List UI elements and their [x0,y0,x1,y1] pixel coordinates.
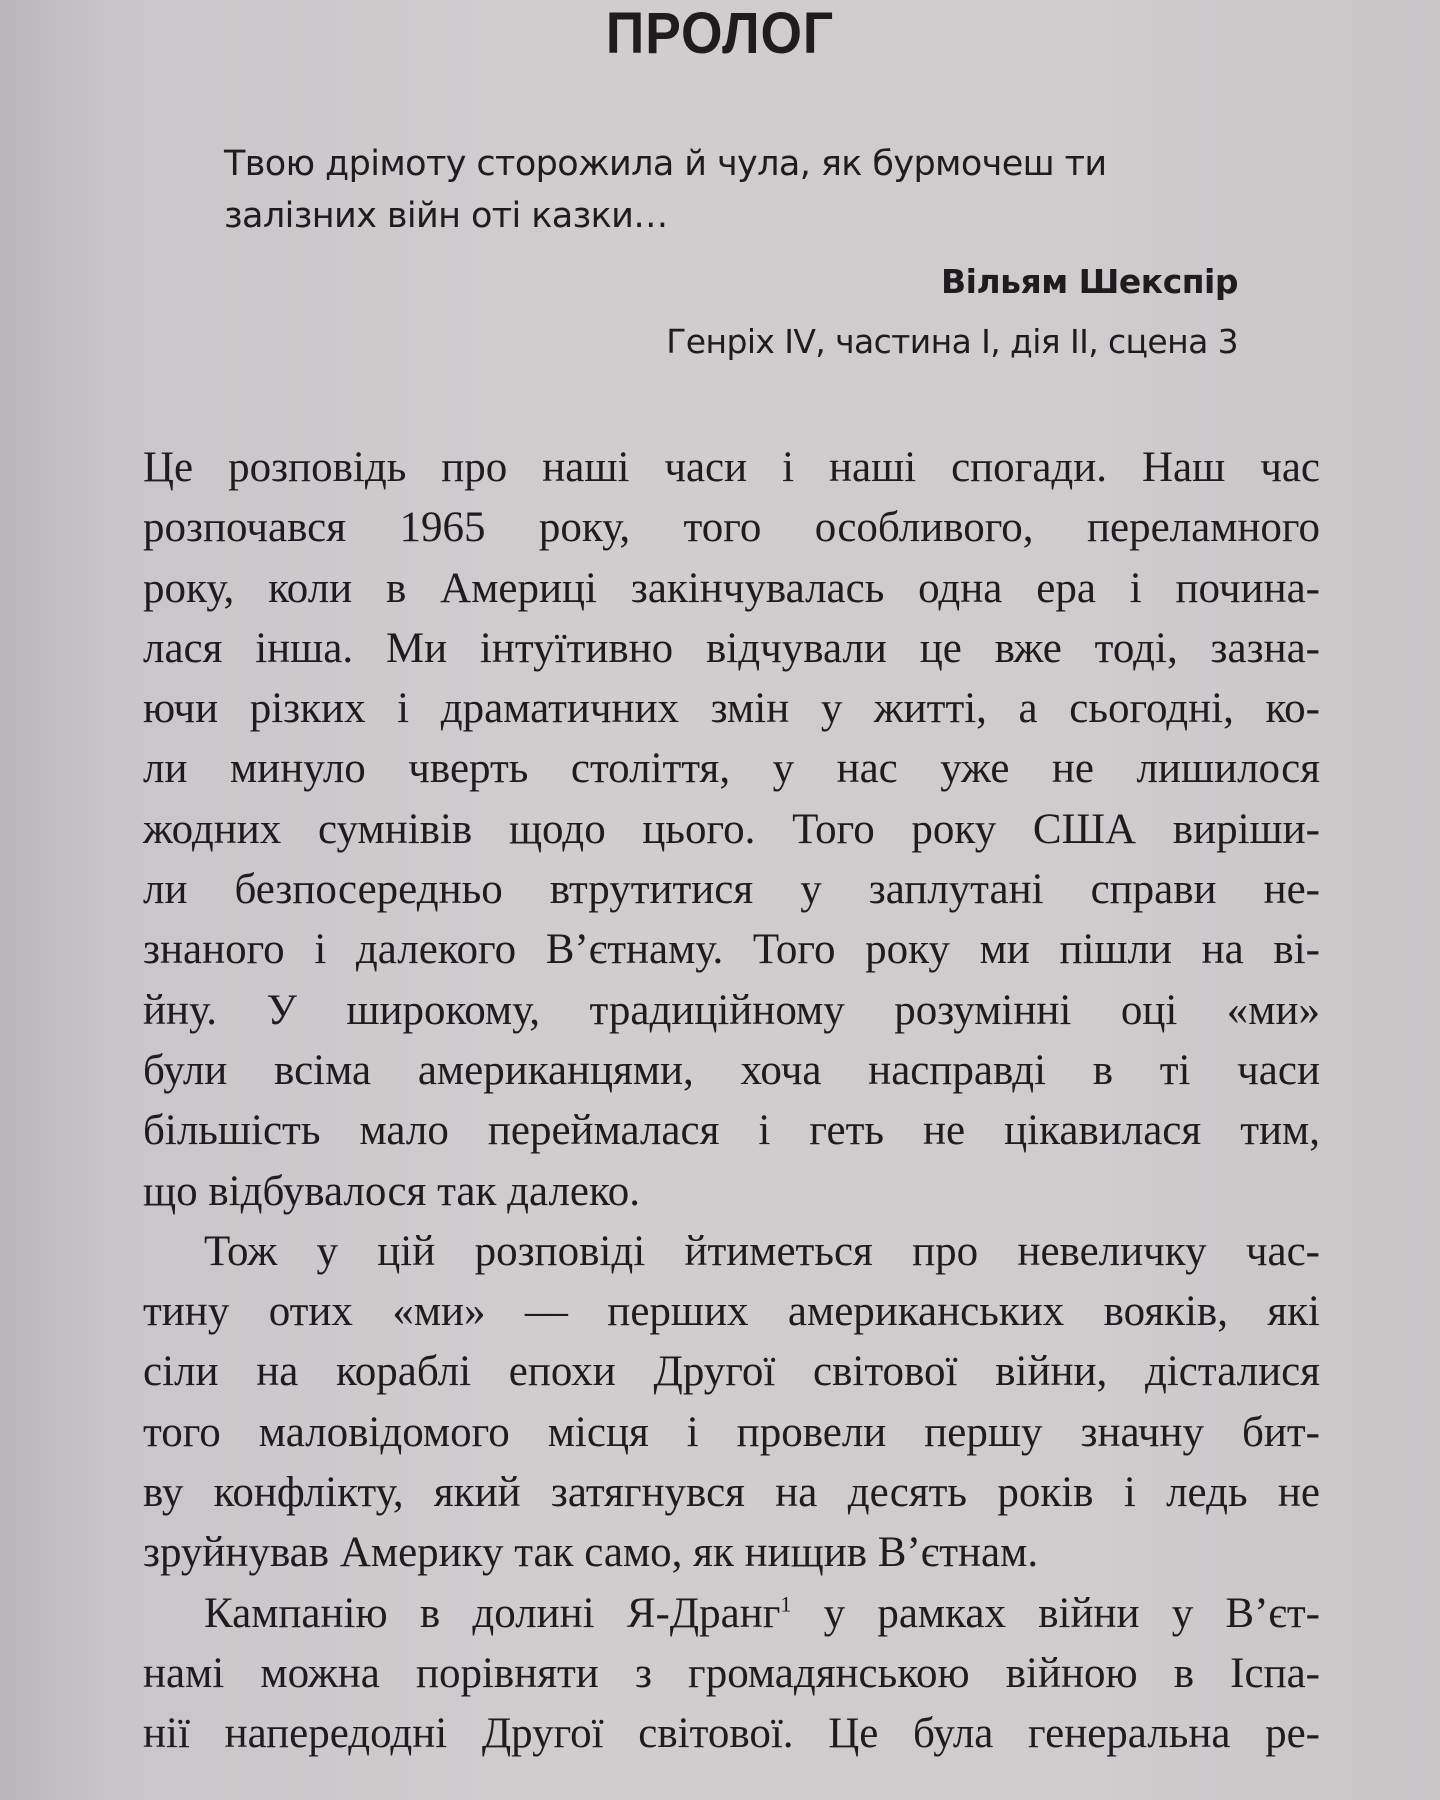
body-text [143,438,1320,1765]
text-line [143,1644,1320,1704]
text-line [143,498,1320,558]
text-line-content: Кампанію в долині Я-Дранг [204,1589,781,1637]
text-line [143,1403,1320,1463]
text-line [143,679,1320,739]
text-line [143,1101,1320,1161]
text-line [143,860,1320,920]
text-line [143,559,1320,619]
text-line-content: були всіма американцями, хоча насправді в ті часи [143,1046,1320,1094]
epigraph [224,138,1238,242]
text-line [143,800,1320,860]
text-line-content: сіли на кораблі епохи Другої світової війни, дісталися [143,1348,1320,1396]
text-line-content: зруйнував Америку так само, як нищив В’єтнам. [143,1529,1039,1577]
text-line-content: Тож у цій розповіді йтиметься про невеличку час- [204,1227,1320,1275]
text-line [143,438,1320,498]
text-line-content: йну. У широкому, традиційному розумінні оці «ми» [143,986,1320,1034]
text-line-content: що відбувалося так далеко. [143,1167,640,1215]
epigraph-line: Твою дрімоту сторожила й чула, як бурмочеш ти [224,144,1107,184]
text-line [143,1463,1320,1523]
text-line-content: ву конфлікту, який затягнувся на десять років і ледь не [143,1469,1320,1517]
text-line [143,1342,1320,1402]
text-line-content: розпочався 1965 року, того особливого, переламного [143,504,1320,552]
text-line-content: знаного і далекого В’єтнаму. Того року ми пішли на ві- [143,926,1320,974]
text-line-content: нії напередодні Другої світової. Це була генеральна ре- [143,1710,1320,1758]
text-line [143,619,1320,679]
text-line [143,1282,1320,1342]
text-line [143,1162,1320,1222]
epigraph-source: Генріх IV, частина І, дія ІІ, сцена 3 [666,322,1238,361]
text-line-content: тину отих «ми» — перших американських вояків, які [143,1288,1320,1336]
text-line-content: ли безпосередньо втрутитися у заплутані справи не- [143,866,1320,914]
text-line-content: жодних сумнівів щодо цього. Того року США виріши- [143,805,1320,853]
text-line-content: лася інша. Ми інтуїтивно відчували це вже тоді, зазна- [143,624,1320,672]
text-line-content: того маловідомого місця і провели першу значну бит- [143,1408,1320,1456]
text-line [143,1584,1320,1644]
text-line-content: більшість мало переймалася і геть не цікавилася тим, [143,1107,1320,1155]
footnote-marker: 1 [780,1591,792,1617]
text-line-content: року, коли в Америці закінчувалась одна ера і почина- [143,564,1320,612]
text-line [143,1523,1320,1583]
text-line [143,981,1320,1041]
text-line [143,739,1320,799]
text-line [143,1041,1320,1101]
text-line-content: Це розповідь про наші часи і наші спогади. Наш час [143,444,1320,491]
text-line-continuation: у рамках війни у В’єт- [791,1589,1320,1637]
text-line-content: ли минуло чверть століття, у нас уже не лишилося [143,745,1320,793]
epigraph-line: залізних війн оті казки… [224,196,668,236]
text-line [143,1704,1320,1764]
text-line [143,920,1320,980]
text-line-content: ючи різких і драматичних змін у житті, а сьогодні, ко- [143,685,1320,733]
text-line [143,1222,1320,1282]
chapter-title: ПРОЛОГ [605,1,835,66]
text-line-content: намі можна порівняти з громадянською війною в Іспа- [143,1649,1320,1697]
epigraph-author: Вільям Шекспір [941,262,1238,301]
